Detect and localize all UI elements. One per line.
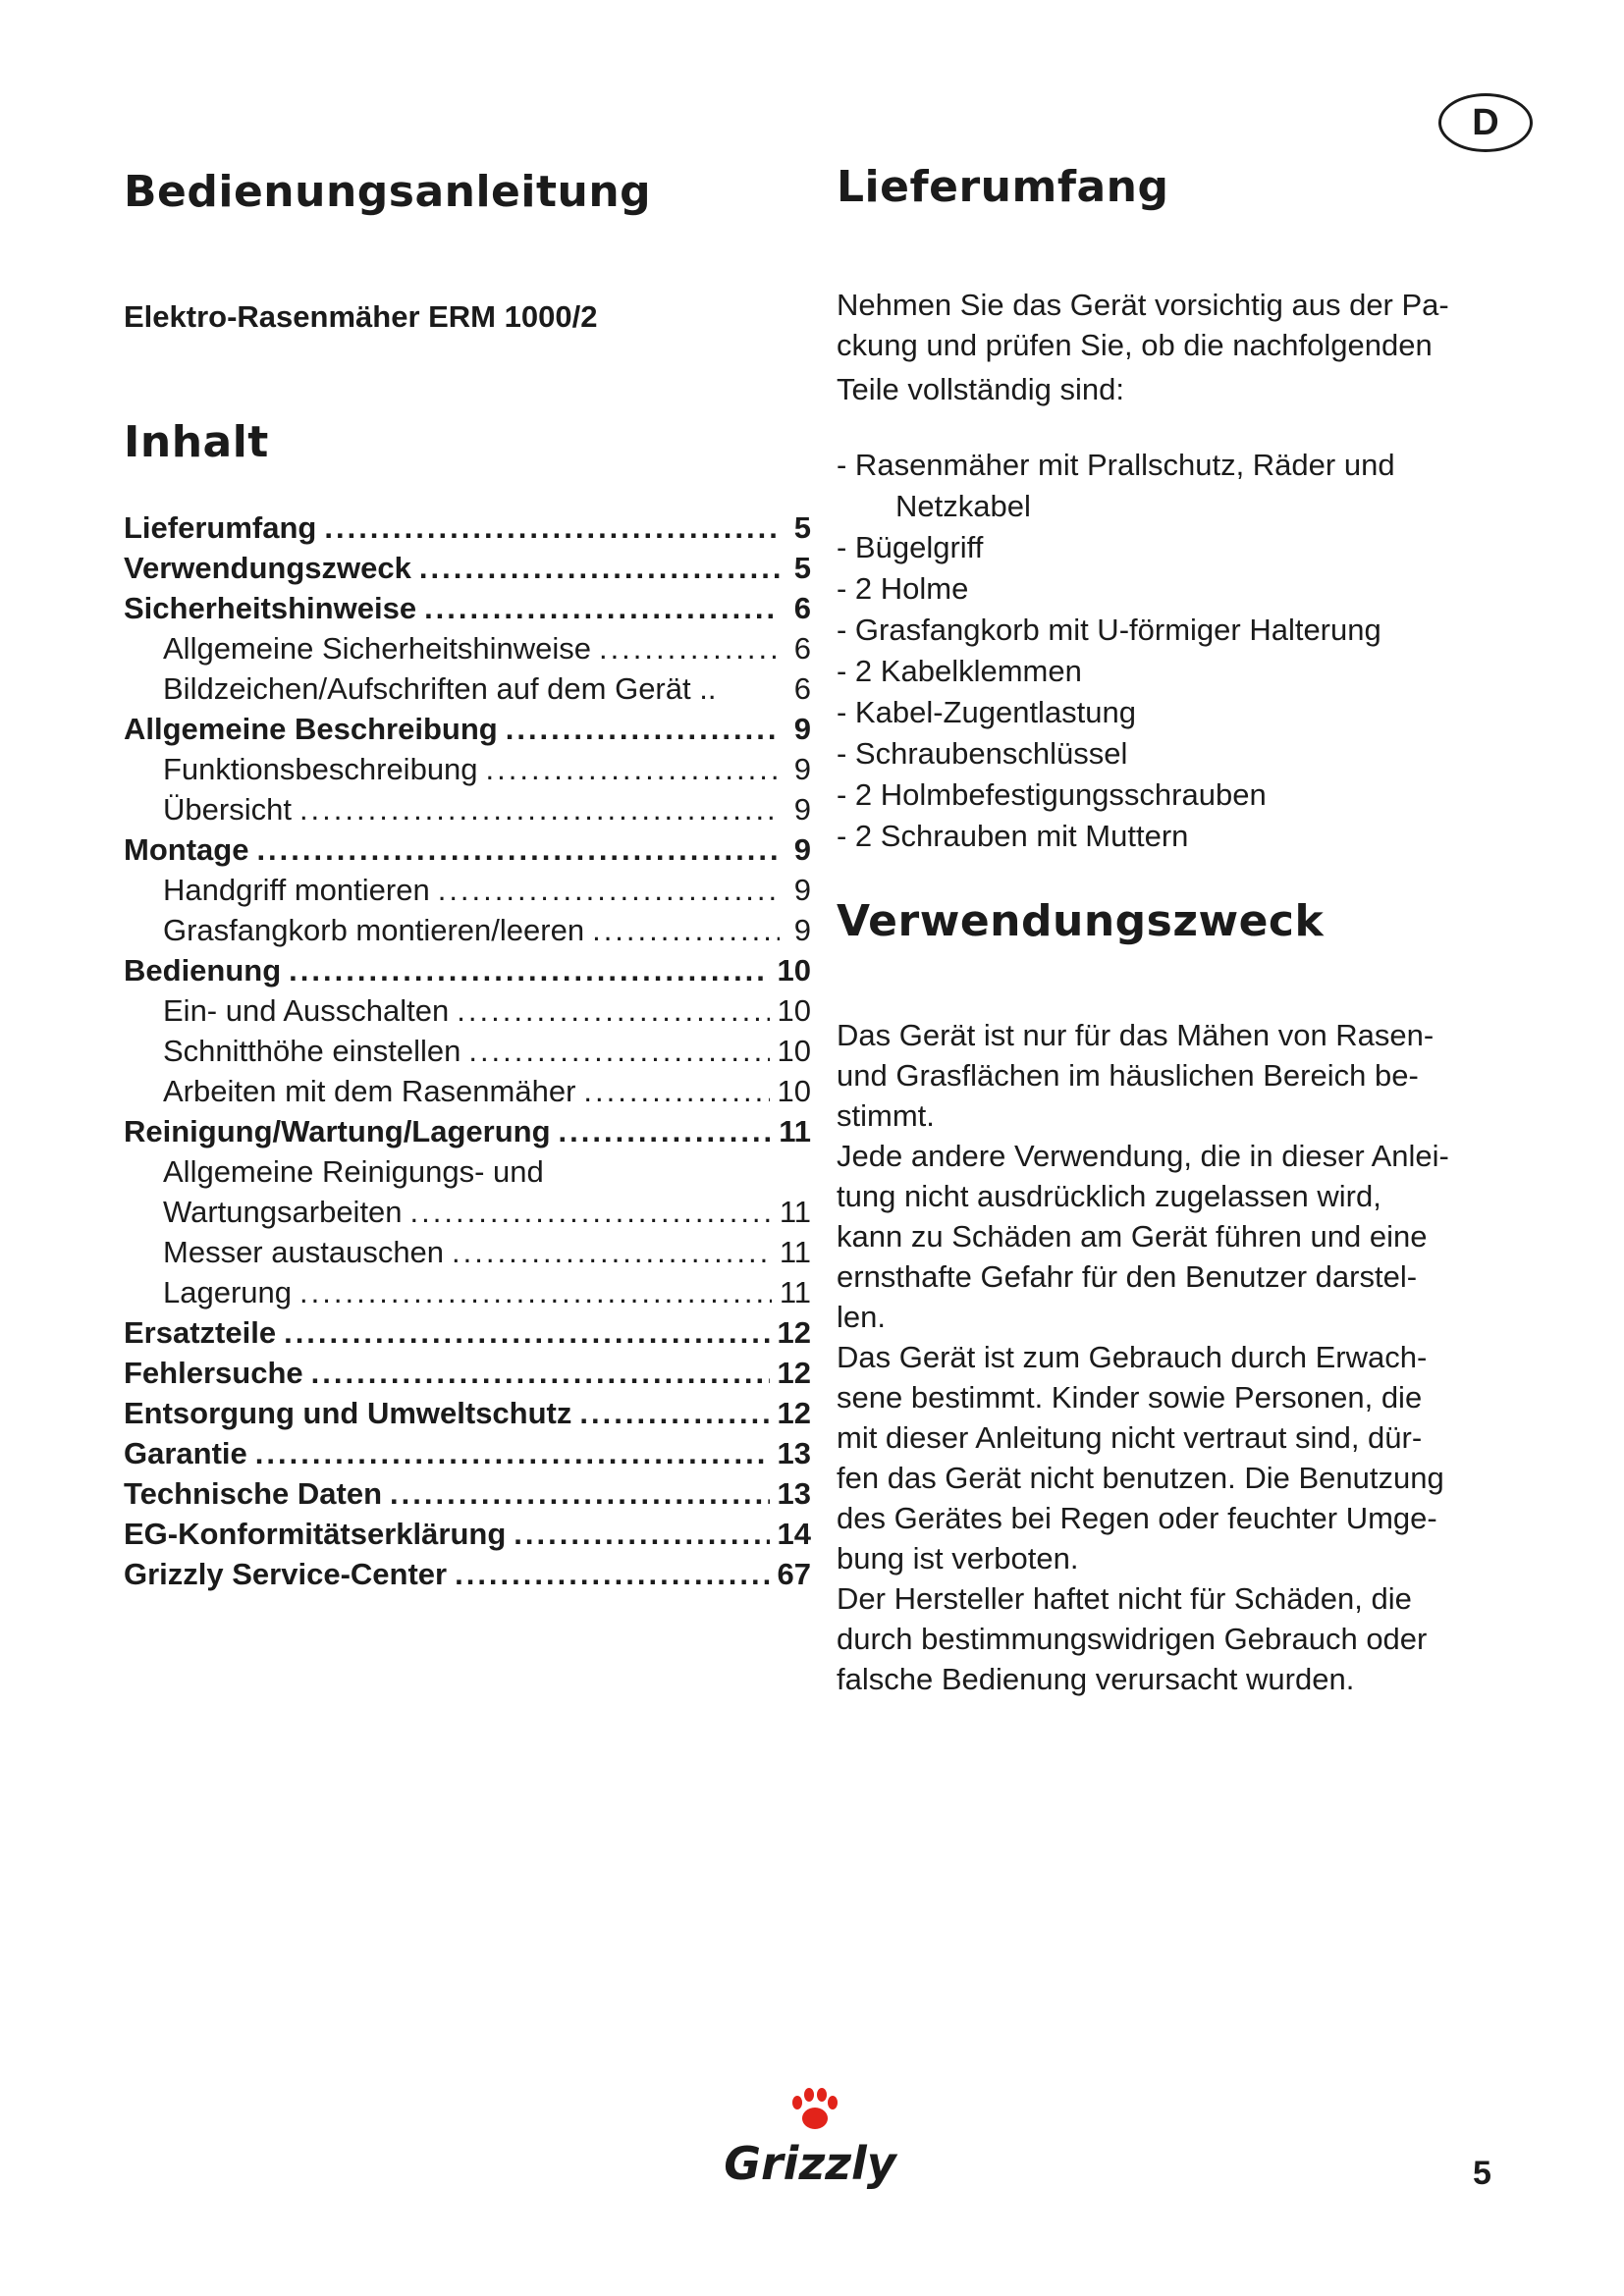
toc-entry-main: [124, 1356, 811, 1396]
toc-entry-label: Handgriff montieren: [163, 873, 430, 907]
toc-entry-label: Lagerung: [163, 1275, 293, 1309]
usage-line: falsche Bedienung verursacht wurden.: [837, 1662, 1355, 1696]
toc-leader-dots: [289, 953, 769, 988]
toc-entry-page: 11: [779, 1114, 811, 1148]
toc-leader-dots: [438, 873, 780, 908]
toc-entry-label: Arbeiten mit dem Rasenmäher: [163, 1074, 576, 1108]
toc-entry-page: 10: [777, 993, 811, 1028]
toc-leader-dots: [506, 712, 780, 747]
toc-entry-label: Allgemeine Beschreibung: [124, 712, 498, 746]
usage-line: len.: [837, 1300, 886, 1334]
parts-list-item: - 2 Holmbefestigungsschrauben: [837, 777, 1267, 812]
usage-line: und Grasflächen im häuslichen Bereich be-: [837, 1058, 1419, 1093]
toc-entry-page: 6: [793, 631, 811, 666]
usage-line: mit dieser Anleitung nicht vertraut sind, dür-: [837, 1420, 1423, 1455]
toc-entry-page: 9: [793, 913, 811, 947]
toc-leader-dots: [514, 1517, 769, 1552]
toc-entry-page: 11: [779, 1235, 811, 1269]
usage-text: [837, 1015, 1543, 1699]
toc-entry-main: [124, 1114, 811, 1154]
toc-entry-label: Verwendungszweck: [124, 551, 411, 585]
toc-entry-main: [124, 591, 811, 631]
toc-entry-page: 13: [777, 1436, 811, 1470]
toc-entry-page: 10: [777, 1074, 811, 1108]
usage-line: Der Hersteller haftet nicht für Schäden, die: [837, 1581, 1412, 1616]
parts-list-item-continuation: Netzkabel: [895, 489, 1031, 523]
toc-leader-dots: [486, 752, 780, 787]
toc-leader-dots: [284, 1315, 769, 1351]
toc-entry-page: 13: [777, 1476, 811, 1511]
parts-list: [837, 445, 1543, 857]
usage-line: Jede andere Verwendung, die in dieser Anlei-: [837, 1139, 1449, 1173]
toc-entry-main: [124, 1315, 811, 1356]
toc-entry-label: Grasfangkorb montieren/leeren: [163, 913, 585, 947]
toc-entry-page: 9: [793, 832, 811, 867]
toc-entry-page: 10: [777, 953, 811, 988]
toc-leader-dots: [599, 631, 780, 667]
toc-entry-page: 12: [777, 1396, 811, 1430]
toc-entry-main: [124, 1436, 811, 1476]
section-heading-lieferumfang: Lieferumfang: [837, 162, 1169, 212]
toc-entry-sub: [124, 1074, 811, 1114]
product-subtitle: Elektro-Rasenmäher ERM 1000/2: [124, 299, 598, 334]
toc-entry-page: 11: [779, 1195, 811, 1229]
toc-entry-label: Technische Daten: [124, 1476, 383, 1511]
toc-entry-page: 10: [777, 1034, 811, 1068]
toc-entry-sub: [124, 913, 811, 953]
toc-entry-sub: [124, 792, 811, 832]
toc-entry-label: Fehlersuche: [124, 1356, 303, 1390]
toc-entry-page: 5: [793, 510, 811, 545]
grizzly-logo-graphic: [707, 2081, 923, 2199]
toc-entry-main: [124, 551, 811, 591]
toc-entry-page: 9: [793, 873, 811, 907]
toc-entry-label: Entsorgung und Umweltschutz: [124, 1396, 572, 1430]
toc-entry-sub: [124, 671, 811, 712]
intro-line: ckung und prüfen Sie, ob die nachfolgenden: [837, 328, 1433, 362]
toc-entry-label: Bedienung: [124, 953, 282, 988]
toc-entry-page: 6: [793, 671, 811, 706]
language-badge: D: [1438, 93, 1533, 152]
toc-leader-dots: [256, 832, 780, 868]
toc-entry-main: [124, 510, 811, 551]
intro-line: Teile vollständig sind:: [837, 372, 1124, 406]
toc-entry-sub: [124, 1235, 811, 1275]
usage-line: stimmt.: [837, 1098, 935, 1133]
scope-intro: [837, 285, 1543, 409]
usage-line: kann zu Schäden am Gerät führen und eine: [837, 1219, 1428, 1254]
logo-wordmark: Grizzly: [724, 2137, 896, 2190]
toc-entry-page: 5: [793, 551, 811, 585]
usage-line: bung ist verboten.: [837, 1541, 1079, 1575]
toc-leader-dots: [311, 1356, 770, 1391]
toc-leader-dots: [559, 1114, 772, 1149]
section-heading-verwendungszweck: Verwendungszweck: [837, 896, 1325, 946]
parts-list-item: - 2 Schrauben mit Muttern: [837, 819, 1189, 853]
document-title: Bedienungsanleitung: [124, 167, 652, 217]
toc-leader-dots: [579, 1396, 769, 1431]
usage-line: durch bestimmungswidrigen Gebrauch oder: [837, 1622, 1428, 1656]
toc-entry-label: Reinigung/Wartung/Lagerung: [124, 1114, 551, 1148]
toc-entry-sub: [124, 1195, 811, 1235]
toc-entry-label: Wartungsarbeiten: [163, 1195, 403, 1229]
toc-entry-label: Bildzeichen/Aufschriften auf dem Gerät ..: [163, 671, 717, 706]
toc-entry-label: Ein- und Ausschalten: [163, 993, 450, 1028]
toc-leader-dots: [592, 913, 780, 948]
usage-line: Das Gerät ist nur für das Mähen von Rasen-: [837, 1018, 1435, 1052]
toc-leader-dots: [255, 1436, 770, 1471]
right-column: [837, 162, 1543, 1699]
toc-leader-dots: [299, 792, 780, 828]
usage-line: Das Gerät ist zum Gebrauch durch Erwach-: [837, 1340, 1428, 1374]
toc-entry-page: 67: [777, 1557, 811, 1591]
toc-entry-main: [124, 832, 811, 873]
grizzly-logo: [707, 2081, 923, 2199]
toc-leader-dots: [419, 551, 780, 586]
toc-entry-label: Sicherheitshinweise: [124, 591, 417, 625]
toc-leader-dots: [424, 591, 780, 626]
left-column: [124, 167, 811, 1597]
intro-line: Nehmen Sie das Gerät vorsichtig aus der Pa-: [837, 288, 1449, 322]
toc-entry-page: 9: [793, 712, 811, 746]
usage-line: tung nicht ausdrücklich zugelassen wird,: [837, 1179, 1381, 1213]
toc-entry-page: 14: [777, 1517, 811, 1551]
toc-entry-page: 12: [777, 1315, 811, 1350]
toc-entry-sub: [124, 752, 811, 792]
toc-entry-label: Lieferumfang: [124, 510, 317, 545]
table-of-contents: [124, 510, 811, 1597]
toc-entry-sub: [124, 993, 811, 1034]
usage-line: ernsthafte Gefahr für den Benutzer darstel-: [837, 1259, 1418, 1294]
parts-list-item: - Grasfangkorb mit U-förmiger Halterung: [837, 613, 1381, 647]
toc-entry-page: 9: [793, 792, 811, 827]
toc-leader-dots: [452, 1235, 772, 1270]
usage-line: fen das Gerät nicht benutzen. Die Benutzung: [837, 1461, 1444, 1495]
toc-entry-wrapline: Allgemeine Reinigungs- und: [163, 1154, 544, 1189]
parts-list-item: - Kabel-Zugentlastung: [837, 695, 1137, 729]
toc-entry-sub: [124, 631, 811, 671]
toc-entry-main: [124, 1557, 811, 1597]
parts-list-item: - Schraubenschlüssel: [837, 736, 1128, 771]
toc-leader-dots: [468, 1034, 769, 1069]
toc-leader-dots: [299, 1275, 772, 1310]
toc-leader-dots: [583, 1074, 769, 1109]
toc-leader-dots: [457, 993, 769, 1029]
toc-entry-sub: [124, 873, 811, 913]
toc-entry-label: Schnitthöhe einstellen: [163, 1034, 461, 1068]
parts-list-item: - Bügelgriff: [837, 530, 984, 564]
toc-entry-label: Garantie: [124, 1436, 247, 1470]
page-number: 5: [1473, 2155, 1491, 2192]
toc-entry-label: Allgemeine Sicherheitshinweise: [163, 631, 591, 666]
toc-entry-page: 11: [779, 1275, 811, 1309]
contents-heading: Inhalt: [124, 417, 269, 467]
paw-icon: [792, 2088, 838, 2129]
toc-entry-label: Grizzly Service-Center: [124, 1557, 448, 1591]
toc-entry-label: Übersicht: [163, 792, 292, 827]
toc-entry-main: [124, 1396, 811, 1436]
toc-entry-page: 6: [793, 591, 811, 625]
toc-leader-dots: [410, 1195, 772, 1230]
parts-list-item: - Rasenmäher mit Prallschutz, Räder und: [837, 448, 1395, 482]
parts-list-item: - 2 Holme: [837, 571, 969, 606]
toc-entry-page: 12: [777, 1356, 811, 1390]
toc-entry-main: [124, 1476, 811, 1517]
usage-line: des Gerätes bei Regen oder feuchter Umge-: [837, 1501, 1437, 1535]
toc-leader-dots: [390, 1476, 770, 1512]
toc-entry-label: Messer austauschen: [163, 1235, 445, 1269]
toc-entry-label: Montage: [124, 832, 249, 867]
toc-entry-page: 9: [793, 752, 811, 786]
toc-entry-label: EG-Konformitätserklärung: [124, 1517, 507, 1551]
toc-entry-main: [124, 712, 811, 752]
toc-entry-sub: [124, 1275, 811, 1315]
toc-leader-dots: [324, 510, 780, 546]
parts-list-item: - 2 Kabelklemmen: [837, 654, 1082, 688]
usage-line: sene bestimmt. Kinder sowie Personen, die: [837, 1380, 1423, 1415]
toc-entry-sub: [124, 1034, 811, 1074]
toc-entry-label: Funktionsbeschreibung: [163, 752, 478, 786]
toc-entry-main: [124, 1517, 811, 1557]
toc-leader-dots: [455, 1557, 769, 1592]
toc-entry-label: Ersatzteile: [124, 1315, 277, 1350]
toc-entry-main: [124, 953, 811, 993]
